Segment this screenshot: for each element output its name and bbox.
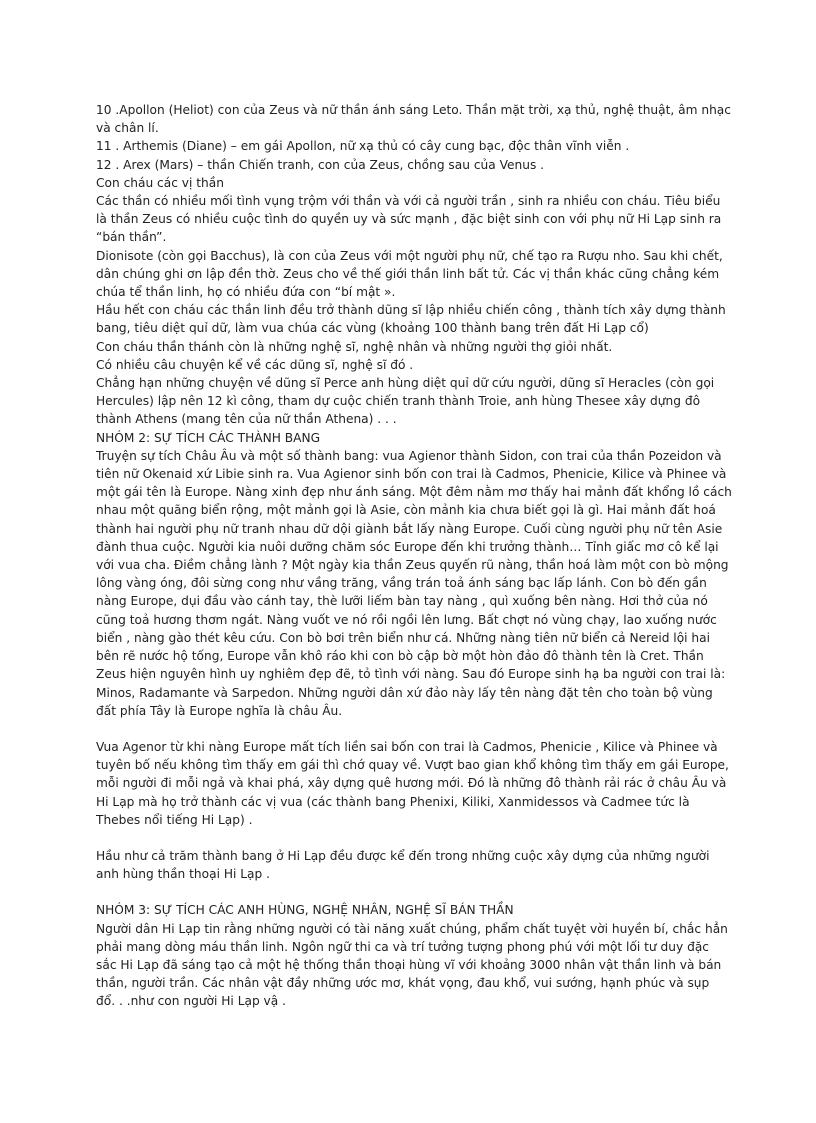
- paragraph-stories: Có nhiều câu chuyện kể về các dũng sĩ, nghệ sĩ đó .: [96, 357, 414, 372]
- group-3-heading: NHÓM 3: SỰ TÍCH CÁC ANH HÙNG, NGHỆ NHÂN, NGHỆ SĨ BÁN THẦN: [96, 903, 514, 918]
- group-2-heading: NHÓM 2: SỰ TÍCH CÁC THÀNH BANG: [96, 430, 321, 445]
- paragraph-greek-belief: Người dân Hi Lạp tin rằng những người có tài năng xuất chúng, phẩm chất tuyệt vời huyền bí, chắc hẳn phải mang dòng máu thần linh. Ngôn ngữ thi ca và trí tưởng tượng phong phú với một lối tư duy đặc sắc Hi Lạp đã sáng tạo cả một hệ thống thần thoại hùng vĩ với khoảng 3000 nhân vật thần linh và bán thần, người trần. Các nhân vật đầy những ước mơ, khát vọng, đau khổ, vui sướng, hạnh phúc và sụp đổ. . .như con người Hi Lạp vậ .: [96, 921, 728, 1009]
- paragraph-dionisote: Dionisote (còn gọi Bacchus), là con của Zeus với một người phụ nữ, chế tạo ra Rượu nho. Sau khi chết, dân chúng ghi ơn lập đền thờ. Zeus cho về thế giới thần linh bất tử. Các vị thần khác cũng chẳng kém chúa tể thần linh, họ có nhiều đứa con “bí mật ».: [96, 248, 723, 300]
- paragraph-descendants-intro: Các thần có nhiều mối tình vụng trộm với thần và với cả người trần , sinh ra nhiều con cháu. Tiêu biểu là thần Zeus có nhiều cuộc tình do quyền uy và sức mạnh , đặc biệt sinh con với phụ nữ Hi Lạp sinh ra “bán thần”.: [96, 194, 722, 245]
- paragraph-arex: 12 . Arex (Mars) – thần Chiến tranh, con của Zeus, chồng sau của Venus .: [96, 157, 545, 172]
- document-body: [96, 101, 732, 1011]
- paragraph-city-states: Hầu như cả trăm thành bang ở Hi Lạp đều được kể đến trong những cuộc xây dựng của những người anh hùng thần thoại Hi Lạp .: [96, 848, 710, 882]
- paragraph-heroes: Hầu hết con cháu các thần linh đều trở thành dũng sĩ lập nhiều chiến công , thành tích xây dựng thành bang, tiêu diệt quỉ dữ, làm vua chúa các vùng (khoảng 100 thành bang trên đất Hi Lạp cổ): [96, 303, 726, 336]
- paragraph-artisans: Con cháu thần thánh còn là những nghệ sĩ, nghệ nhân và những người thợ giỏi nhất.: [96, 339, 613, 354]
- paragraph-arthemis: 11 . Arthemis (Diane) – em gái Apollon, nữ xạ thủ có cây cung bạc, độc thân vĩnh viễn .: [96, 139, 630, 154]
- paragraph-apollon: 10 .Apollon (Heliot) con của Zeus và nữ thần ánh sáng Leto. Thần mặt trời, xạ thủ, nghệ thuật, âm nhạc và chân lí.: [96, 103, 731, 136]
- paragraph-gap: [96, 829, 732, 847]
- section-heading-descendants: Con cháu các vị thần: [96, 175, 224, 190]
- paragraph-gap: [96, 720, 732, 738]
- paragraph-perce-heracles: Chẳng hạn những chuyện về dũng sĩ Perce anh hùng diệt quỉ dữ cứu người, dũng sĩ Heracles (còn gọi Hercules) lập nên 12 kì công, tham dự cuộc chiến tranh thành Troie, anh hùng Thesee xây dựng đô thành Athens (mang tên của nữ thần Athena) . . .: [96, 376, 715, 427]
- paragraph-gap: [96, 883, 732, 901]
- paragraph-agenor-sons: Vua Agenor từ khi nàng Europe mất tích liền sai bốn con trai là Cadmos, Phenicie , Kilice và Phinee và tuyên bố nếu không tìm thấy em gái thì chớ quay về. Vượt bao gian khổ không tìm thấy em gái Europe, mỗi người đi mỗi ngả và khai phá, xây dựng quê hương mới. Đó là những đô thành rải rác ở châu Âu và Hi Lạp mà họ trở thành các vị vua (các thành bang Phenixi, Kiliki, Xanmidessos và Cadmee tức là Thebes nổi tiếng Hi Lạp) .: [96, 739, 729, 827]
- paragraph-europe-myth: Truyện sự tích Châu Âu và một số thành bang: vua Agienor thành Sidon, con trai của thần Pozeidon và tiên nữ Okenaid xứ Libie sinh ra. Vua Agienor sinh bốn con trai là Cadmos, Phenicie, Kilice và Phinee và một gái tên là Europe. Nàng xinh đẹp như ánh sáng. Một đêm nằm mơ thấy hai mảnh đất khổng lồ cách nhau một quãng biển rộng, một mảnh gọi là Asie, còn mảnh kia chưa biết gọi là gì. Hai mảnh đất hoá thành hai người phụ nữ tranh nhau dữ dội giành bắt lấy nàng Europe. Cuối cùng người phụ nữ tên Asie đành thua cuộc. Người kia nuôi dưỡng chăm sóc Europe đến khi trưởng thành… Tỉnh giấc mơ cô kể lại với vua cha. Điềm chẳng lành ? Một ngày kia thần Zeus quyến rũ nàng, thần hoá làm một con bò mộng lông vàng óng, đôi sừng cong như vầng trăng, vầng trán toả ánh sáng bạc lấp lánh. Con bò đến gần nàng Europe, dụi đầu vào cánh tay, thè lưỡi liếm bàn tay nàng , quì xuống bên nàng. Hơi thở của nó cũng toả hương thơm ngát. Nàng vuốt ve nó rồi ngồi lên lưng. Bất chợt nó vùng chạy, lao xuống nước biển , nàng gào thét kêu cứu. Con bò bơi trên biển như cá. Những nàng tiên nữ biển cả Nereid lội hai bên rẽ nước hộ tống, Europe vẫn khô ráo khi con bò cập bờ một hòn đảo đô thành tên là Cret. Thần Zeus hiện nguyên hình uy nghiêm đẹp đẽ, tỏ tình với nàng. Sau đó Europe sinh hạ ba người con trai là: Minos, Radamante và Sarpedon. Những người dân xứ đảo này lấy tên nàng đặt tên cho toàn bộ vùng đất phía Tây là Europe nghĩa là châu Âu.: [96, 448, 732, 718]
